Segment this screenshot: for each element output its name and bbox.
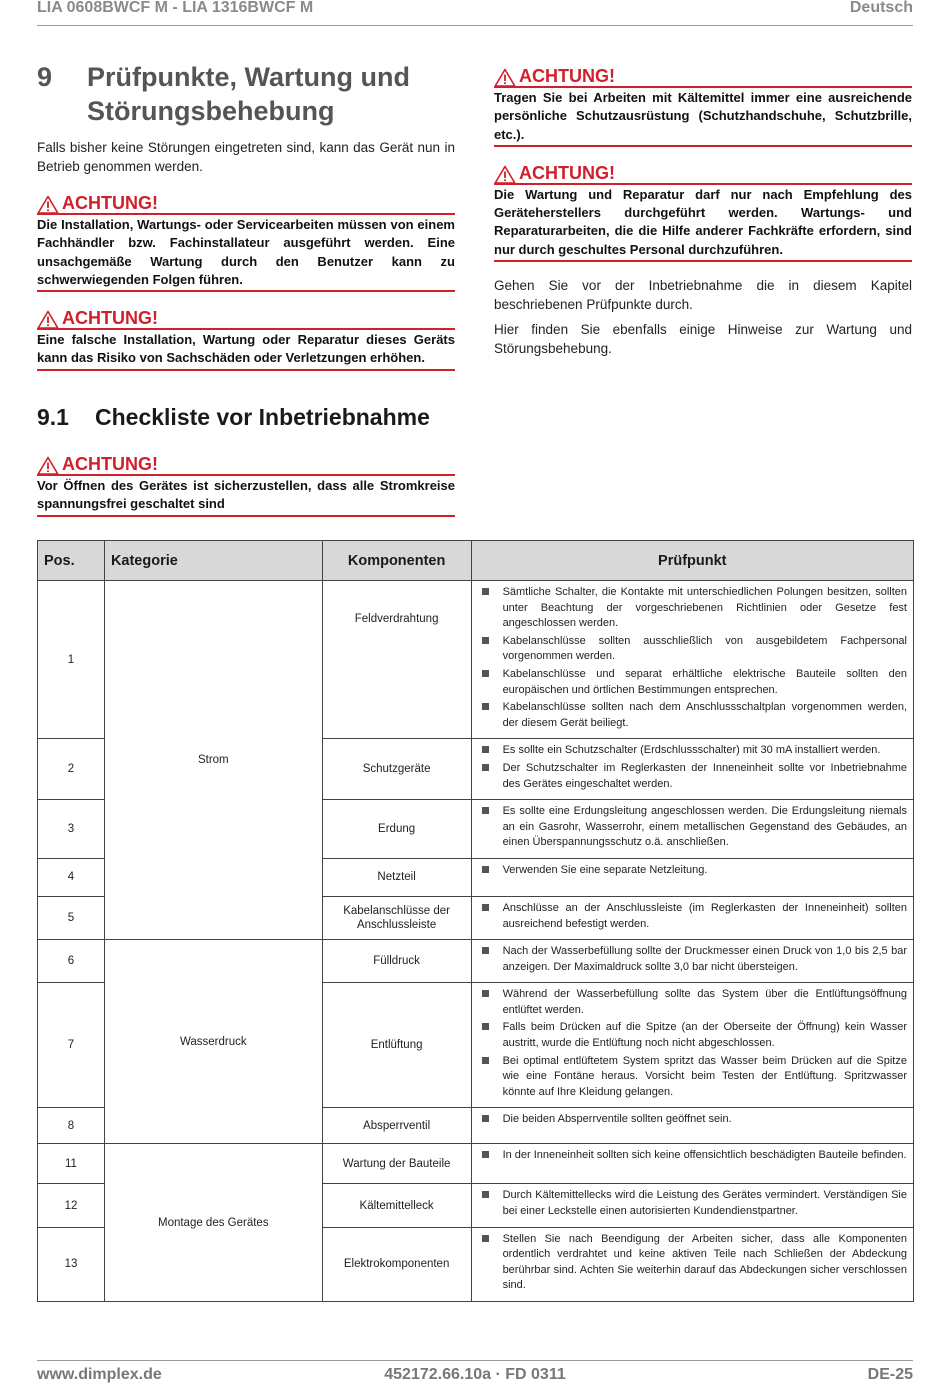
pos-cell: 3 — [38, 800, 105, 859]
warning-box — [37, 308, 455, 371]
warning-box — [37, 454, 455, 517]
checkpoint-cell — [471, 983, 913, 1108]
component-cell: Entlüftung — [322, 983, 471, 1108]
category-cell: Montage des Gerätes — [104, 1144, 322, 1302]
component-cell: Fülldruck — [322, 940, 471, 983]
pos-cell: 11 — [38, 1144, 105, 1184]
pos-cell: 5 — [38, 896, 105, 939]
pos-cell: 12 — [38, 1184, 105, 1227]
warning-title: ACHTUNG! — [37, 308, 455, 330]
pos-cell: 6 — [38, 940, 105, 983]
checkpoint-cell — [471, 800, 913, 859]
warning-title: ACHTUNG! — [37, 454, 455, 476]
warning-text: Die Installation, Wartungs- oder Servicearbeiten müssen von einem Fachhändler bzw. Fachinstallateur ausgeführt werden. Eine unsachgemäße Wartung durch den Benutzer kann zu schwerwiegenden Folgen führen. — [37, 215, 455, 292]
warning-triangle-icon — [37, 456, 59, 475]
column-header: Pos. — [38, 541, 105, 581]
checkpoint-item: Die beiden Absperrventile sollten geöffnet sein. — [478, 1112, 907, 1128]
column-header: Kategorie — [104, 541, 322, 581]
warning-triangle-icon — [37, 310, 59, 329]
warning-text: Vor Öffnen des Gerätes ist sicherzustellen, dass alle Stromkreise spannungsfrei geschaltet sind — [37, 476, 455, 517]
checkpoint-item: Sämtliche Schalter, die Kontakte mit unterschiedlichen Polungen besitzen, sollten unter Beachtung der vorgeschriebenen Richtlinien oder Gesetze fest angeschlossen werden. — [478, 585, 907, 632]
header-language: Deutsch — [849, 0, 913, 16]
pos-cell: 4 — [38, 858, 105, 896]
checkpoint-item: Stellen Sie nach Beendigung der Arbeiten sicher, dass alle Komponenten ordentlich verdrahtet und keine aktiven Teile nach Schließen der Abdeckung berührbar sind. Achten Sie weiterhin darauf das Abdeckungen sicher verschlossen sind. — [478, 1232, 907, 1294]
column-header: Komponenten — [322, 541, 471, 581]
checkpoint-item: Durch Kältemittellecks wird die Leistung des Gerätes vermindert. Verständigen Sie bei einer Leckstelle einen autorisierten Kundendienstpartner. — [478, 1188, 907, 1219]
column-header: Prüfpunkt — [471, 541, 913, 581]
warning-text: Eine falsche Installation, Wartung oder Reparatur dieses Geräts kann das Risiko von Sachschäden oder Verletzungen erhöhen. — [37, 330, 455, 371]
warning-title: ACHTUNG! — [494, 66, 912, 88]
warning-triangle-icon — [494, 165, 516, 184]
checkpoint-item: Der Schutzschalter im Reglerkasten der Inneneinheit sollte vor Inbetriebnahme des Gerätes eingeschaltet werden. — [478, 761, 907, 792]
checkpoint-cell — [471, 1144, 913, 1184]
pos-cell: 7 — [38, 983, 105, 1108]
warning-box — [494, 163, 912, 262]
table-header-row — [38, 541, 914, 581]
section-title: Prüfpunkte, Wartung und Störungsbehebung — [87, 62, 410, 126]
component-cell: Wartung der Bauteile — [322, 1144, 471, 1184]
left-column — [37, 138, 455, 371]
warning-title: ACHTUNG! — [494, 163, 912, 185]
checkpoint-item: Während der Wasserbefüllung sollte das System über die Entlüftungsöffnung entlüftet werden. — [478, 987, 907, 1018]
page-header — [37, 0, 913, 26]
component-cell: Erdung — [322, 800, 471, 859]
checklist-table — [37, 540, 914, 1302]
table-row — [38, 1144, 914, 1184]
category-cell: Wasserdruck — [104, 940, 322, 1144]
warning-box — [37, 193, 455, 292]
subsection-heading — [37, 404, 477, 434]
checkpoint-cell — [471, 940, 913, 983]
component-cell: Kältemittelleck — [322, 1184, 471, 1227]
paragraph: Gehen Sie vor der Inbetriebnahme die in diesem Kapitel beschriebenen Prüfpunkte durch. — [494, 278, 912, 313]
checkpoint-item: Es sollte eine Erdungsleitung angeschlossen werden. Die Erdungsleitung niemals an ein Gasrohr, Wasserrohr, einem metallischen Gegenstand des Gebäudes, an einen Überspannungsschutz o.ä. anschließen. — [478, 804, 907, 851]
checkpoint-item: In der Inneneinheit sollten sich keine offensichtlich beschädigten Bauteile befinden. — [478, 1148, 907, 1164]
category-cell: Strom — [104, 581, 322, 940]
footer-page-number: DE-25 — [867, 1366, 913, 1383]
component-cell: Schutzgeräte — [322, 739, 471, 800]
table-row — [38, 940, 914, 983]
header-model: LIA 0608BWCF M - LIA 1316BWCF M — [37, 0, 314, 16]
checkpoint-cell — [471, 1184, 913, 1227]
checkpoint-item: Nach der Wasserbefüllung sollte der Druckmesser einen Druck von 1,0 bis 2,5 bar anzeigen. Der Maximaldruck sollte 3,0 bar nicht übersteigen. — [478, 944, 907, 975]
warning-box — [494, 66, 912, 147]
section-number: 9 — [37, 62, 53, 92]
warning-triangle-icon — [494, 68, 516, 87]
intro-paragraph: Falls bisher keine Störungen eingetreten sind, kann das Gerät nun in Betrieb genommen werden. — [37, 140, 455, 174]
checkpoint-cell — [471, 1108, 913, 1144]
checkpoint-item: Kabelanschlüsse sollten nach dem Anschlussschaltplan vorgenommen werden, der diesem Gerät beiliegt. — [478, 700, 907, 731]
section-heading — [37, 60, 477, 130]
checkpoint-item: Kabelanschlüsse und separat erhältliche elektrische Bauteile sollten den europäischen und örtlichen Bestimmungen entsprechen. — [478, 667, 907, 698]
component-cell: Kabelanschlüsse der Anschlussleiste — [322, 896, 471, 939]
checkpoint-item: Verwenden Sie eine separate Netzleitung. — [478, 863, 907, 879]
component-cell: Netzteil — [322, 858, 471, 896]
component-cell: Feldverdrahtung — [322, 581, 471, 739]
pos-cell: 1 — [38, 581, 105, 739]
paragraph: Hier finden Sie ebenfalls einige Hinweise zur Wartung und Störungsbehebung. — [494, 322, 912, 357]
checkpoint-item: Anschlüsse an der Anschlussleiste (im Reglerkasten der Inneneinheit) sollten ausreichend befestigt werden. — [478, 901, 907, 932]
warning-title: ACHTUNG! — [37, 193, 455, 215]
checkpoint-cell — [471, 581, 913, 739]
warning-text: Tragen Sie bei Arbeiten mit Kältemittel immer eine ausreichende persönliche Schutzausrüstung (Schutzhandschuhe, Schutzbrille, etc.). — [494, 88, 912, 147]
checkpoint-item: Falls beim Drücken auf die Spitze (an der Oberseite der Öffnung) kein Wasser austritt, wurde die Entlüftung noch nicht abgeschlossen. — [478, 1020, 907, 1051]
component-cell: Absperrventil — [322, 1108, 471, 1144]
table-row — [38, 581, 914, 739]
checkpoint-item: Es sollte ein Schutzschalter (Erdschlussschalter) mit 30 mA installiert werden. — [478, 743, 907, 759]
pos-cell: 8 — [38, 1108, 105, 1144]
warning-text: Die Wartung und Reparatur darf nur nach Empfehlung des Geräteherstellers durchgeführt werden. Wartungs- und Reparaturarbeiten, die die Hilfe anderer Fachkräfte erfordern, sind nur durch geschultes Personal durchzuführen. — [494, 185, 912, 262]
subsection-number: 9.1 — [37, 404, 69, 430]
component-cell: Elektrokomponenten — [322, 1227, 471, 1301]
page-footer — [37, 1360, 913, 1386]
checkpoint-cell — [471, 858, 913, 896]
footer-document-number: 452172.66.10a · FD 0311 — [384, 1366, 566, 1383]
pos-cell: 13 — [38, 1227, 105, 1301]
checkpoint-item: Kabelanschlüsse sollten ausschließlich von ausgebildetem Fachpersonal vorgenommen werden. — [478, 634, 907, 665]
warning-triangle-icon — [37, 195, 59, 214]
subsection-title: Checkliste vor Inbetriebnahme — [95, 404, 430, 430]
checkpoint-cell — [471, 739, 913, 800]
checkpoint-item: Bei optimal entlüftetem System spritzt das Wasser beim Drücken auf die Spitze wie eine Fontäne heraus. Vorsicht beim Testen der Entlüftung. Spritzwasser könnte auf Ihre Kleidung gelangen. — [478, 1054, 907, 1101]
right-column — [494, 66, 912, 358]
pos-cell: 2 — [38, 739, 105, 800]
footer-website: www.dimplex.de — [37, 1366, 162, 1383]
checkpoint-cell — [471, 896, 913, 939]
checkpoint-cell — [471, 1227, 913, 1301]
